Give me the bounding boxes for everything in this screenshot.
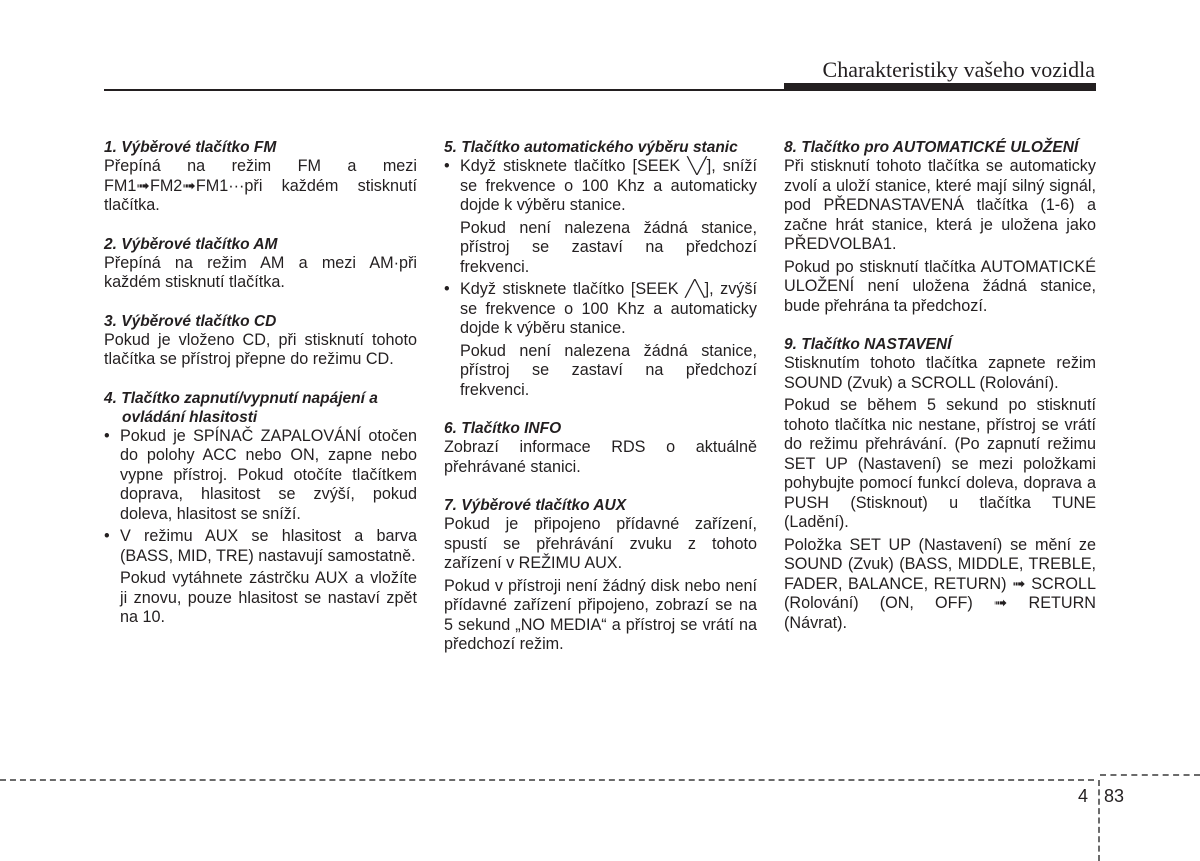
section-seek-button xyxy=(444,138,757,400)
section-fm-button xyxy=(104,138,417,216)
section-setup-button xyxy=(784,335,1096,633)
header-rule-accent xyxy=(784,83,1096,91)
section-heading: 8. Tlačítko pro AUTOMATICKÉ ULOŽENÍ xyxy=(784,139,1079,156)
section-heading: 1. Výběrové tlačítko FM xyxy=(104,139,277,156)
bullet-item: • Když stisknete tlačítko [SEEK ╲╱], sníží se frekvence o 100 Khz a automaticky dojde k výběru stanice. xyxy=(444,157,757,216)
footer-divider-right xyxy=(1100,774,1200,776)
section-heading: 7. Výběrové tlačítko AUX xyxy=(444,497,627,514)
section-heading: 2. Výběrové tlačítko AM xyxy=(104,235,278,253)
section-paragraph: Stisknutím tohoto tlačítka zapnete režim SOUND (Zvuk) a SCROLL (Rolování). xyxy=(784,354,1096,392)
header-title: Charakteristiky vašeho vozidla xyxy=(822,57,1095,82)
section-paragraph: Přepíná na režim AM a mezi AM·při každém stisknutí tlačítka. xyxy=(104,253,417,291)
section-heading: 6. Tlačítko INFO xyxy=(444,420,562,437)
section-paragraph: Pokud je připojeno přídavné zařízení, spustí se přehrávání zvuku z tohoto zařízení v REŽIMU AUX. xyxy=(444,515,757,572)
page-number: 83 xyxy=(1104,786,1125,806)
section-paragraph: Pokud po stisknutí tlačítka AUTOMATICKÉ ULOŽENÍ není uložena žádná stanice, bude přehrána ta předchozí. xyxy=(784,257,1096,315)
section-power-volume xyxy=(104,389,417,628)
bullet-continuation: Pokud není nalezena žádná stanice, přístroj se zastaví na předchozí frekvenci. xyxy=(460,218,757,276)
footer-divider xyxy=(0,779,1094,781)
header-rule xyxy=(104,89,784,91)
section-paragraph: Přepíná na režim FM a mezi FM1➟FM2➟FM1···při každém stisknutí tlačítka. xyxy=(104,157,417,214)
bullet-item: • V režimu AUX se hlasitost a barva (BASS, MID, TRE) nastavují samostatně. xyxy=(104,527,417,566)
section-info-button xyxy=(444,419,757,477)
text-column-1 xyxy=(104,138,417,647)
section-autostore-button xyxy=(784,138,1096,316)
footer-vertical-divider xyxy=(1098,780,1100,861)
section-am-button xyxy=(104,235,417,293)
bullet-item: • Když stisknete tlačítko [SEEK ╱╲], zvýší se frekvence o 100 Khz a automaticky dojde k výběru stanice. xyxy=(444,280,757,339)
text-column-3 xyxy=(784,138,1096,652)
section-cd-button xyxy=(104,312,417,370)
section-paragraph: Zobrazí informace RDS o aktuálně přehrávané stanici. xyxy=(444,438,757,476)
section-heading: 4. Tlačítko zapnutí/vypnutí napájení a ovládání hlasitosti xyxy=(104,389,378,426)
chapter-number: 4 xyxy=(1078,786,1089,806)
section-paragraph: Pokud je vloženo CD, při stisknutí tohoto tlačítka se přístroj přepne do režimu CD. xyxy=(104,330,417,368)
section-paragraph: Pokud se během 5 sekund po stisknutí tohoto tlačítka nic nestane, přístroj se vrátí do režimu přehrávání. (Po zapnutí režimu SET UP (Nastavení) se mezi položkami pohybujte pomocí funkcí doleva, doprava a PUSH (Stisknout) u tlačítka TUNE (Ladění). xyxy=(784,396,1096,531)
bullet-continuation: Pokud vytáhnete zástrčku AUX a vložíte ji znovu, pouze hlasitost se nastaví zpět na 10. xyxy=(120,569,417,626)
section-paragraph: Při stisknutí tohoto tlačítka se automaticky zvolí a uloží stanice, které mají silný signál, pod PŘEDNASTAVENÁ tlačítka (1-6) a začne hrát stanice, která je uložena jako PŘEDVOLBA1. xyxy=(784,157,1096,253)
section-heading: 3. Výběrové tlačítko CD xyxy=(104,312,277,330)
bullet-continuation: Pokud není nalezena žádná stanice, přístroj se zastaví na předchozí frekvenci. xyxy=(460,341,757,399)
bullet-item: • Pokud je SPÍNAČ ZAPALOVÁNÍ otočen do polohy ACC nebo ON, zapne nebo vypne přístroj. Pokud otočíte tlačítkem doprava, hlasitost se zvýší, pokud doleva, hlasitost se sníží. xyxy=(104,427,417,525)
section-paragraph: Pokud v přístroji není žádný disk nebo není přídavné zařízení připojeno, zobrazí se na 5 sekund „NO MEDIA“ a přístroj se vrátí na předchozí režim. xyxy=(444,576,757,653)
section-paragraph: Položka SET UP (Nastavení) se mění ze SOUND (Zvuk) (BASS, MIDDLE, TREBLE, FADER, BALANCE, RETURN) ➟ SCROLL (Rolování) (ON, OFF) ➟ RETURN (Návrat). xyxy=(784,535,1096,632)
text-column-2 xyxy=(444,138,757,674)
section-aux-button xyxy=(444,496,757,655)
section-heading: 9. Tlačítko NASTAVENÍ xyxy=(784,336,952,353)
section-heading: 5. Tlačítko automatického výběru stanic xyxy=(444,139,738,156)
